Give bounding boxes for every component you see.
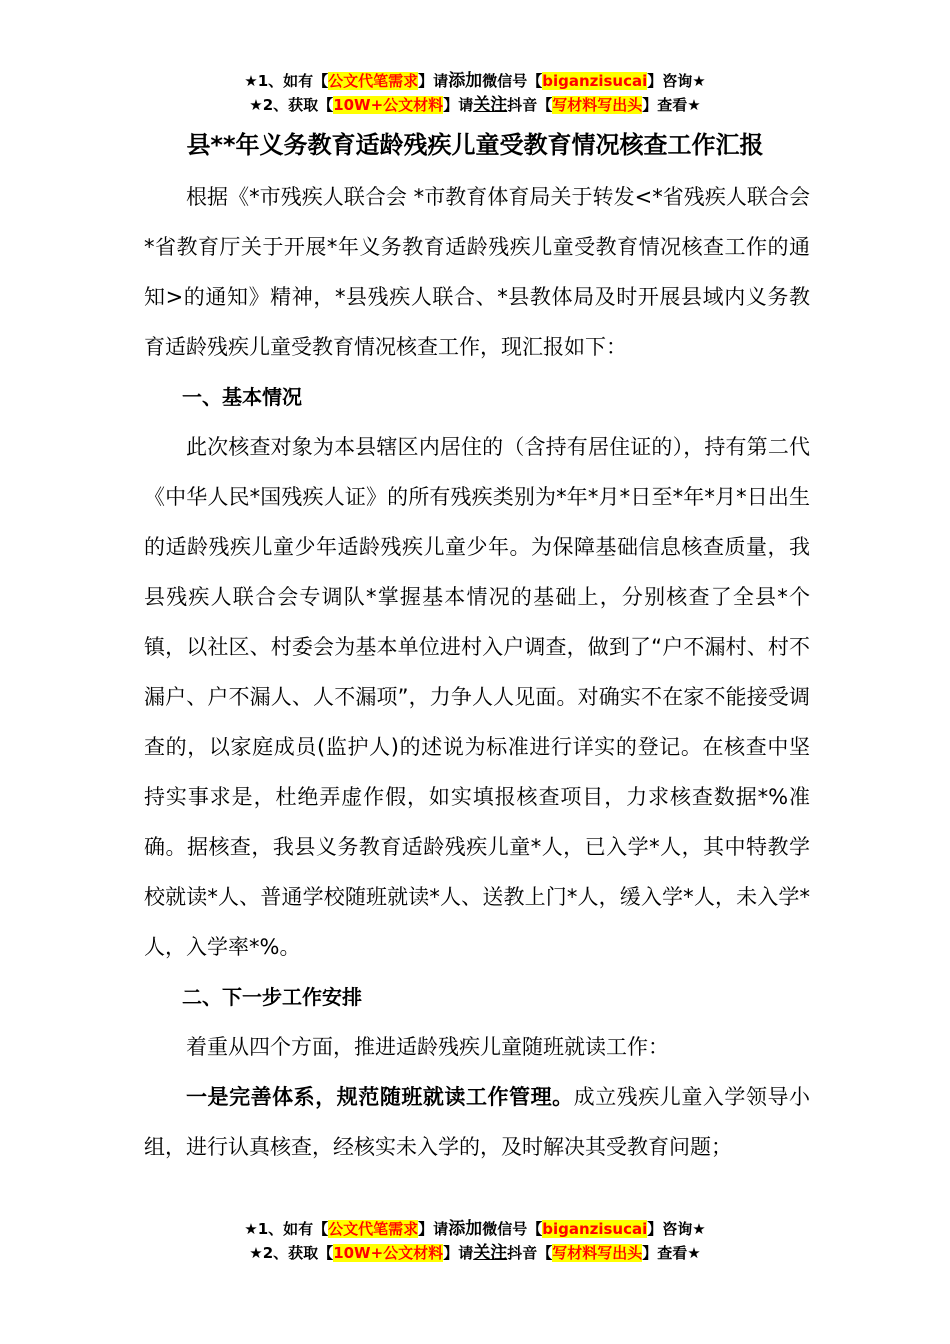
promo-text: ★2、获取【 [249,96,334,114]
intro-paragraph: 根据《*市残疾人联合会 *市教育体育局关于转发<*省残疾人联合会 *省教育厅关于开展*年义务教育适龄残疾儿童受教育情况核查工作的通知>的通知》精神，*县残疾人联合、*县教体局及时开展县域内义务教育适龄残疾儿童受教育情况核查工作，现汇报如下： [144,185,810,359]
promo-emphasis: 添加 [448,71,483,91]
promo-emphasis: 关注 [473,1243,508,1263]
promo-text: 】请 [418,1220,449,1238]
basic-situation-paragraph: 此次核查对象为本县辖区内居住的（含持有居住证的），持有第二代《中华人民*国残疾人证》的所有残疾类别为*年*月*日至*年*月*日出生的适龄残疾儿童少年适龄残疾儿童少年。为保障基础信息核查质量，我县残疾人联合会专调队*掌握基本情况的基础上，分别核查了全县*个镇，以社区、村委会为基本单位进村入户调查，做到了“户不漏村、村不漏户、户不漏人、人不漏项”，力争人人见面。对确实不在家不能接受调查的，以家庭成员(监护人)的述说为标准进行详实的登记。在核查中坚持实事求是，杜绝弄虚作假，如实填报核查项目，力求核查数据*%准确。据核查，我县义务教育适龄残疾儿童*人，已入学*人，其中特教学校就读*人、普通学校随班就读*人、送教上门*人，缓入学*人，未入学*人，入学率*%。 [144,435,810,959]
promo-text: 】查看★ [642,96,701,114]
promo-text: 微信号【 [482,1220,543,1238]
document-title: 县**年义务教育适龄残疾儿童受教育情况核查工作汇报 [186,131,764,159]
promo-text: 】请 [418,72,449,90]
promo-emphasis: 添加 [448,1219,483,1239]
section-heading-next-steps: 二、下一步工作安排 [182,985,362,1009]
promo-text: 抖音【 [507,1244,553,1262]
promo-douyin-id: 写材料写出头 [552,96,643,114]
promo-header [0,70,950,118]
promo-text: 微信号【 [482,72,543,90]
promo-text: ★1、如有【 [244,1220,329,1238]
promo-highlight: 10W+公文材料 [333,96,444,114]
promo-text: 】查看★ [642,1244,701,1262]
promo-text: 】咨询★ [647,1220,706,1238]
point-1-paragraph [144,1072,810,1172]
promo-line-2 [0,1242,950,1266]
promo-footer [0,1218,950,1266]
promo-line-1 [0,1218,950,1242]
promo-highlight: 公文代笔需求 [328,72,419,90]
promo-emphasis: 关注 [473,95,508,115]
promo-text: 】请 [443,96,474,114]
promo-text: ★2、获取【 [249,1244,334,1262]
promo-text: 】请 [443,1244,474,1262]
promo-wechat-id: biganzisucai [542,1220,648,1238]
next-steps-intro: 着重从四个方面，推进适龄残疾儿童随班就读工作： [186,1035,669,1059]
point-1-body: 成立残疾儿童入学领导小组，进行认真核查，经核实未入学的，及时解决其受教育问题； [144,1085,811,1159]
point-1-lead: 一是完善体系，规范随班就读工作管理。 [186,1085,574,1109]
promo-text: 】咨询★ [647,72,706,90]
promo-douyin-id: 写材料写出头 [552,1244,643,1262]
promo-highlight: 10W+公文材料 [333,1244,444,1262]
document-body [144,172,810,1172]
section-heading-basic: 一、基本情况 [182,385,302,409]
promo-line-2 [0,94,950,118]
promo-highlight: 公文代笔需求 [328,1220,419,1238]
promo-wechat-id: biganzisucai [542,72,648,90]
promo-text: 抖音【 [507,96,553,114]
promo-line-1 [0,70,950,94]
promo-text: ★1、如有【 [244,72,329,90]
